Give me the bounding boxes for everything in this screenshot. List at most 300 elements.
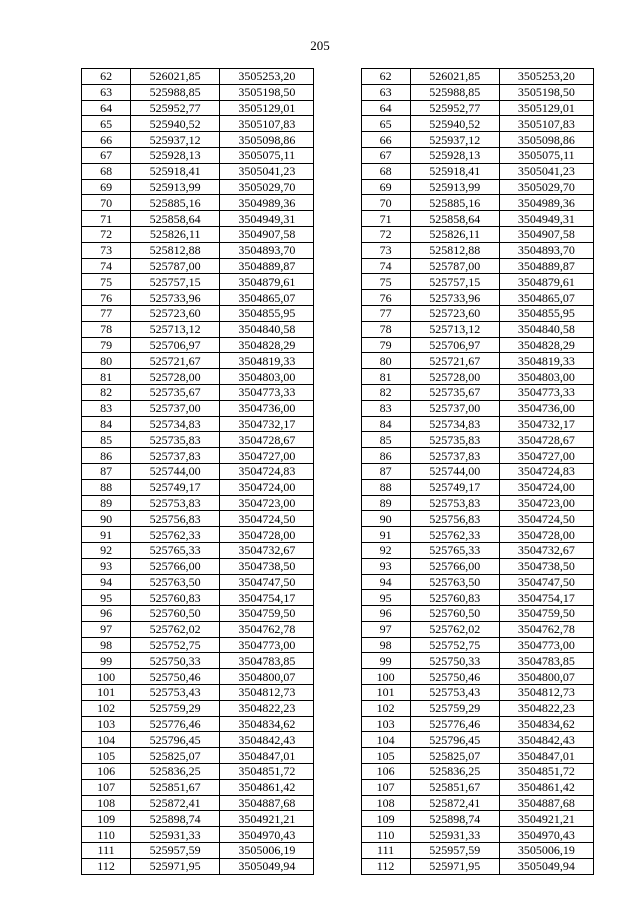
left-point-number-cell: 107 xyxy=(82,779,131,795)
left-x-coordinate-cell: 525952,77 xyxy=(131,100,220,116)
left-x-coordinate-cell: 526021,85 xyxy=(131,69,220,85)
right-point-number-cell: 105 xyxy=(361,748,410,764)
table-row xyxy=(82,321,594,337)
right-x-coordinate-cell: 525952,77 xyxy=(410,100,499,116)
right-y-coordinate-cell: 3505129,01 xyxy=(499,100,593,116)
right-x-coordinate-cell: 525913,99 xyxy=(410,179,499,195)
table-row xyxy=(82,258,594,274)
table-row xyxy=(82,463,594,479)
left-point-number-cell: 102 xyxy=(82,700,131,716)
column-separator xyxy=(314,574,361,590)
right-point-number-cell: 106 xyxy=(361,764,410,780)
page-number: 205 xyxy=(310,38,330,53)
right-x-coordinate-cell: 525744,00 xyxy=(410,463,499,479)
table-row xyxy=(82,242,594,258)
left-x-coordinate-cell: 525787,00 xyxy=(131,258,220,274)
table-row xyxy=(82,795,594,811)
left-point-number-cell: 73 xyxy=(82,242,131,258)
right-point-number-cell: 108 xyxy=(361,795,410,811)
right-point-number-cell: 103 xyxy=(361,716,410,732)
right-point-number-cell: 66 xyxy=(361,132,410,148)
right-y-coordinate-cell: 3504747,50 xyxy=(499,574,593,590)
left-y-coordinate-cell: 3504759,50 xyxy=(220,606,314,622)
right-y-coordinate-cell: 3504759,50 xyxy=(499,606,593,622)
right-y-coordinate-cell: 3504773,00 xyxy=(499,637,593,653)
right-y-coordinate-cell: 3504732,67 xyxy=(499,542,593,558)
right-x-coordinate-cell: 525928,13 xyxy=(410,147,499,163)
right-y-coordinate-cell: 3505041,23 xyxy=(499,163,593,179)
table-row xyxy=(82,511,594,527)
right-point-number-cell: 91 xyxy=(361,527,410,543)
left-point-number-cell: 72 xyxy=(82,226,131,242)
right-point-number-cell: 72 xyxy=(361,226,410,242)
table-row xyxy=(82,574,594,590)
right-x-coordinate-cell: 525885,16 xyxy=(410,195,499,211)
column-separator xyxy=(314,811,361,827)
right-y-coordinate-cell: 3504724,83 xyxy=(499,463,593,479)
left-y-coordinate-cell: 3504861,42 xyxy=(220,779,314,795)
left-x-coordinate-cell: 525931,33 xyxy=(131,827,220,843)
table-row xyxy=(82,416,594,432)
table-row xyxy=(82,858,594,874)
left-x-coordinate-cell: 525918,41 xyxy=(131,163,220,179)
right-x-coordinate-cell: 525940,52 xyxy=(410,116,499,132)
column-separator xyxy=(314,369,361,385)
right-y-coordinate-cell: 3504989,36 xyxy=(499,195,593,211)
left-x-coordinate-cell: 525759,29 xyxy=(131,700,220,716)
column-separator xyxy=(314,195,361,211)
column-separator xyxy=(314,795,361,811)
column-separator xyxy=(314,685,361,701)
column-separator xyxy=(314,606,361,622)
left-x-coordinate-cell: 525765,33 xyxy=(131,542,220,558)
left-y-coordinate-cell: 3504773,00 xyxy=(220,637,314,653)
table-row xyxy=(82,305,594,321)
left-point-number-cell: 108 xyxy=(82,795,131,811)
left-point-number-cell: 105 xyxy=(82,748,131,764)
column-separator xyxy=(314,69,361,85)
right-y-coordinate-cell: 3505006,19 xyxy=(499,843,593,859)
right-y-coordinate-cell: 3504732,17 xyxy=(499,416,593,432)
column-separator xyxy=(314,764,361,780)
right-x-coordinate-cell: 526021,85 xyxy=(410,69,499,85)
left-x-coordinate-cell: 525750,33 xyxy=(131,653,220,669)
left-y-coordinate-cell: 3504847,01 xyxy=(220,748,314,764)
table-row xyxy=(82,637,594,653)
table-row xyxy=(82,669,594,685)
left-point-number-cell: 67 xyxy=(82,147,131,163)
right-y-coordinate-cell: 3504842,43 xyxy=(499,732,593,748)
left-y-coordinate-cell: 3504893,70 xyxy=(220,242,314,258)
table-row xyxy=(82,527,594,543)
right-y-coordinate-cell: 3504834,62 xyxy=(499,716,593,732)
left-x-coordinate-cell: 525826,11 xyxy=(131,226,220,242)
right-x-coordinate-cell: 525760,50 xyxy=(410,606,499,622)
column-separator xyxy=(314,495,361,511)
left-y-coordinate-cell: 3504773,33 xyxy=(220,384,314,400)
left-y-coordinate-cell: 3505198,50 xyxy=(220,84,314,100)
right-x-coordinate-cell: 525749,17 xyxy=(410,479,499,495)
right-x-coordinate-cell: 525728,00 xyxy=(410,369,499,385)
table-row xyxy=(82,369,594,385)
column-separator xyxy=(314,242,361,258)
right-x-coordinate-cell: 525760,83 xyxy=(410,590,499,606)
right-x-coordinate-cell: 525765,33 xyxy=(410,542,499,558)
left-point-number-cell: 84 xyxy=(82,416,131,432)
left-point-number-cell: 96 xyxy=(82,606,131,622)
right-point-number-cell: 65 xyxy=(361,116,410,132)
left-point-number-cell: 63 xyxy=(82,84,131,100)
table-row xyxy=(82,479,594,495)
right-point-number-cell: 88 xyxy=(361,479,410,495)
right-x-coordinate-cell: 525762,02 xyxy=(410,621,499,637)
table-row xyxy=(82,495,594,511)
left-point-number-cell: 90 xyxy=(82,511,131,527)
coordinate-table xyxy=(81,68,594,875)
right-x-coordinate-cell: 525763,50 xyxy=(410,574,499,590)
right-x-coordinate-cell: 525753,43 xyxy=(410,685,499,701)
left-y-coordinate-cell: 3504834,62 xyxy=(220,716,314,732)
left-point-number-cell: 71 xyxy=(82,211,131,227)
table-row xyxy=(82,606,594,622)
right-y-coordinate-cell: 3504800,07 xyxy=(499,669,593,685)
left-point-number-cell: 74 xyxy=(82,258,131,274)
right-y-coordinate-cell: 3505049,94 xyxy=(499,858,593,874)
right-x-coordinate-cell: 525872,41 xyxy=(410,795,499,811)
left-y-coordinate-cell: 3504887,68 xyxy=(220,795,314,811)
right-x-coordinate-cell: 525898,74 xyxy=(410,811,499,827)
table-row xyxy=(82,716,594,732)
right-x-coordinate-cell: 525858,64 xyxy=(410,211,499,227)
left-y-coordinate-cell: 3504819,33 xyxy=(220,353,314,369)
left-x-coordinate-cell: 525872,41 xyxy=(131,795,220,811)
left-y-coordinate-cell: 3504732,67 xyxy=(220,542,314,558)
right-y-coordinate-cell: 3504724,00 xyxy=(499,479,593,495)
left-y-coordinate-cell: 3504728,00 xyxy=(220,527,314,543)
table-row xyxy=(82,337,594,353)
column-separator xyxy=(314,258,361,274)
left-point-number-cell: 95 xyxy=(82,590,131,606)
right-y-coordinate-cell: 3504865,07 xyxy=(499,290,593,306)
left-point-number-cell: 94 xyxy=(82,574,131,590)
column-separator xyxy=(314,100,361,116)
right-point-number-cell: 78 xyxy=(361,321,410,337)
column-separator xyxy=(314,179,361,195)
column-separator xyxy=(314,653,361,669)
right-x-coordinate-cell: 525753,83 xyxy=(410,495,499,511)
column-separator xyxy=(314,448,361,464)
right-y-coordinate-cell: 3504949,31 xyxy=(499,211,593,227)
right-y-coordinate-cell: 3504773,33 xyxy=(499,384,593,400)
left-x-coordinate-cell: 525796,45 xyxy=(131,732,220,748)
right-point-number-cell: 98 xyxy=(361,637,410,653)
table-row xyxy=(82,147,594,163)
left-y-coordinate-cell: 3504728,67 xyxy=(220,432,314,448)
column-separator xyxy=(314,116,361,132)
column-separator xyxy=(314,669,361,685)
right-x-coordinate-cell: 525826,11 xyxy=(410,226,499,242)
right-y-coordinate-cell: 3504851,72 xyxy=(499,764,593,780)
left-x-coordinate-cell: 525762,02 xyxy=(131,621,220,637)
left-y-coordinate-cell: 3505029,70 xyxy=(220,179,314,195)
right-y-coordinate-cell: 3504736,00 xyxy=(499,400,593,416)
left-y-coordinate-cell: 3504723,00 xyxy=(220,495,314,511)
right-y-coordinate-cell: 3504819,33 xyxy=(499,353,593,369)
right-x-coordinate-cell: 525734,83 xyxy=(410,416,499,432)
right-y-coordinate-cell: 3504754,17 xyxy=(499,590,593,606)
right-x-coordinate-cell: 525787,00 xyxy=(410,258,499,274)
right-x-coordinate-cell: 525750,33 xyxy=(410,653,499,669)
right-point-number-cell: 111 xyxy=(361,843,410,859)
left-point-number-cell: 93 xyxy=(82,558,131,574)
right-y-coordinate-cell: 3504861,42 xyxy=(499,779,593,795)
left-y-coordinate-cell: 3504921,21 xyxy=(220,811,314,827)
left-x-coordinate-cell: 525744,00 xyxy=(131,463,220,479)
column-separator xyxy=(314,732,361,748)
left-y-coordinate-cell: 3504865,07 xyxy=(220,290,314,306)
left-y-coordinate-cell: 3504812,73 xyxy=(220,685,314,701)
column-separator xyxy=(314,637,361,653)
column-separator xyxy=(314,621,361,637)
column-separator xyxy=(314,827,361,843)
right-x-coordinate-cell: 525706,97 xyxy=(410,337,499,353)
table-row xyxy=(82,542,594,558)
left-x-coordinate-cell: 525723,60 xyxy=(131,305,220,321)
left-y-coordinate-cell: 3505041,23 xyxy=(220,163,314,179)
left-y-coordinate-cell: 3504842,43 xyxy=(220,732,314,748)
left-y-coordinate-cell: 3505129,01 xyxy=(220,100,314,116)
column-separator xyxy=(314,84,361,100)
right-y-coordinate-cell: 3504762,78 xyxy=(499,621,593,637)
left-point-number-cell: 79 xyxy=(82,337,131,353)
left-y-coordinate-cell: 3504724,50 xyxy=(220,511,314,527)
table-row xyxy=(82,116,594,132)
table-row xyxy=(82,700,594,716)
table-row xyxy=(82,621,594,637)
right-point-number-cell: 87 xyxy=(361,463,410,479)
left-x-coordinate-cell: 525733,96 xyxy=(131,290,220,306)
left-point-number-cell: 104 xyxy=(82,732,131,748)
right-point-number-cell: 77 xyxy=(361,305,410,321)
table-row xyxy=(82,226,594,242)
right-x-coordinate-cell: 525733,96 xyxy=(410,290,499,306)
column-separator xyxy=(314,274,361,290)
right-x-coordinate-cell: 525735,67 xyxy=(410,384,499,400)
left-x-coordinate-cell: 525734,83 xyxy=(131,416,220,432)
right-x-coordinate-cell: 525937,12 xyxy=(410,132,499,148)
left-point-number-cell: 82 xyxy=(82,384,131,400)
left-x-coordinate-cell: 525749,17 xyxy=(131,479,220,495)
table-row xyxy=(82,100,594,116)
left-x-coordinate-cell: 525913,99 xyxy=(131,179,220,195)
right-x-coordinate-cell: 525988,85 xyxy=(410,84,499,100)
left-x-coordinate-cell: 525940,52 xyxy=(131,116,220,132)
left-x-coordinate-cell: 525851,67 xyxy=(131,779,220,795)
right-point-number-cell: 85 xyxy=(361,432,410,448)
right-x-coordinate-cell: 525812,88 xyxy=(410,242,499,258)
right-point-number-cell: 97 xyxy=(361,621,410,637)
right-point-number-cell: 93 xyxy=(361,558,410,574)
left-x-coordinate-cell: 525753,43 xyxy=(131,685,220,701)
right-y-coordinate-cell: 3504847,01 xyxy=(499,748,593,764)
left-x-coordinate-cell: 525735,67 xyxy=(131,384,220,400)
table-row xyxy=(82,179,594,195)
table-row xyxy=(82,843,594,859)
column-separator xyxy=(314,337,361,353)
right-point-number-cell: 63 xyxy=(361,84,410,100)
left-y-coordinate-cell: 3504736,00 xyxy=(220,400,314,416)
right-point-number-cell: 94 xyxy=(361,574,410,590)
coordinate-table-body xyxy=(82,69,594,875)
left-x-coordinate-cell: 525763,50 xyxy=(131,574,220,590)
right-y-coordinate-cell: 3504727,00 xyxy=(499,448,593,464)
table-row xyxy=(82,290,594,306)
right-point-number-cell: 101 xyxy=(361,685,410,701)
left-point-number-cell: 89 xyxy=(82,495,131,511)
right-x-coordinate-cell: 525713,12 xyxy=(410,321,499,337)
left-point-number-cell: 106 xyxy=(82,764,131,780)
right-y-coordinate-cell: 3505107,83 xyxy=(499,116,593,132)
right-x-coordinate-cell: 525723,60 xyxy=(410,305,499,321)
right-y-coordinate-cell: 3504893,70 xyxy=(499,242,593,258)
right-point-number-cell: 69 xyxy=(361,179,410,195)
left-point-number-cell: 75 xyxy=(82,274,131,290)
left-y-coordinate-cell: 3505006,19 xyxy=(220,843,314,859)
right-x-coordinate-cell: 525757,15 xyxy=(410,274,499,290)
table-row xyxy=(82,764,594,780)
column-separator xyxy=(314,384,361,400)
right-x-coordinate-cell: 525851,67 xyxy=(410,779,499,795)
left-x-coordinate-cell: 525971,95 xyxy=(131,858,220,874)
right-point-number-cell: 67 xyxy=(361,147,410,163)
right-y-coordinate-cell: 3504783,85 xyxy=(499,653,593,669)
left-x-coordinate-cell: 525760,83 xyxy=(131,590,220,606)
left-y-coordinate-cell: 3504879,61 xyxy=(220,274,314,290)
right-point-number-cell: 110 xyxy=(361,827,410,843)
table-row xyxy=(82,732,594,748)
table-row xyxy=(82,384,594,400)
right-y-coordinate-cell: 3504889,87 xyxy=(499,258,593,274)
left-y-coordinate-cell: 3504851,72 xyxy=(220,764,314,780)
right-x-coordinate-cell: 525931,33 xyxy=(410,827,499,843)
left-x-coordinate-cell: 525752,75 xyxy=(131,637,220,653)
column-separator xyxy=(314,147,361,163)
left-point-number-cell: 100 xyxy=(82,669,131,685)
left-x-coordinate-cell: 525898,74 xyxy=(131,811,220,827)
left-point-number-cell: 81 xyxy=(82,369,131,385)
right-point-number-cell: 76 xyxy=(361,290,410,306)
left-x-coordinate-cell: 525756,83 xyxy=(131,511,220,527)
right-x-coordinate-cell: 525737,83 xyxy=(410,448,499,464)
left-x-coordinate-cell: 525757,15 xyxy=(131,274,220,290)
right-y-coordinate-cell: 3504723,00 xyxy=(499,495,593,511)
right-y-coordinate-cell: 3504738,50 xyxy=(499,558,593,574)
right-point-number-cell: 107 xyxy=(361,779,410,795)
left-point-number-cell: 88 xyxy=(82,479,131,495)
table-row xyxy=(82,195,594,211)
left-x-coordinate-cell: 525825,07 xyxy=(131,748,220,764)
right-y-coordinate-cell: 3505098,86 xyxy=(499,132,593,148)
right-x-coordinate-cell: 525735,83 xyxy=(410,432,499,448)
left-x-coordinate-cell: 525957,59 xyxy=(131,843,220,859)
left-point-number-cell: 69 xyxy=(82,179,131,195)
left-y-coordinate-cell: 3504889,87 xyxy=(220,258,314,274)
left-point-number-cell: 109 xyxy=(82,811,131,827)
left-y-coordinate-cell: 3505253,20 xyxy=(220,69,314,85)
left-point-number-cell: 76 xyxy=(82,290,131,306)
column-separator xyxy=(314,132,361,148)
right-x-coordinate-cell: 525971,95 xyxy=(410,858,499,874)
right-point-number-cell: 96 xyxy=(361,606,410,622)
right-x-coordinate-cell: 525957,59 xyxy=(410,843,499,859)
right-x-coordinate-cell: 525752,75 xyxy=(410,637,499,653)
right-point-number-cell: 75 xyxy=(361,274,410,290)
right-x-coordinate-cell: 525721,67 xyxy=(410,353,499,369)
left-point-number-cell: 62 xyxy=(82,69,131,85)
table-row xyxy=(82,274,594,290)
left-point-number-cell: 110 xyxy=(82,827,131,843)
left-y-coordinate-cell: 3504724,83 xyxy=(220,463,314,479)
right-y-coordinate-cell: 3504840,58 xyxy=(499,321,593,337)
left-y-coordinate-cell: 3504754,17 xyxy=(220,590,314,606)
right-point-number-cell: 71 xyxy=(361,211,410,227)
right-point-number-cell: 74 xyxy=(361,258,410,274)
right-x-coordinate-cell: 525756,83 xyxy=(410,511,499,527)
left-x-coordinate-cell: 525937,12 xyxy=(131,132,220,148)
right-y-coordinate-cell: 3504970,43 xyxy=(499,827,593,843)
right-x-coordinate-cell: 525759,29 xyxy=(410,700,499,716)
column-separator xyxy=(314,542,361,558)
left-point-number-cell: 68 xyxy=(82,163,131,179)
right-x-coordinate-cell: 525825,07 xyxy=(410,748,499,764)
table-row xyxy=(82,400,594,416)
left-y-coordinate-cell: 3505107,83 xyxy=(220,116,314,132)
left-point-number-cell: 77 xyxy=(82,305,131,321)
left-y-coordinate-cell: 3505098,86 xyxy=(220,132,314,148)
right-point-number-cell: 64 xyxy=(361,100,410,116)
right-x-coordinate-cell: 525750,46 xyxy=(410,669,499,685)
table-row xyxy=(82,448,594,464)
right-point-number-cell: 109 xyxy=(361,811,410,827)
right-point-number-cell: 70 xyxy=(361,195,410,211)
left-point-number-cell: 83 xyxy=(82,400,131,416)
column-separator xyxy=(314,416,361,432)
right-point-number-cell: 68 xyxy=(361,163,410,179)
column-separator xyxy=(314,432,361,448)
column-separator xyxy=(314,290,361,306)
column-separator xyxy=(314,463,361,479)
left-x-coordinate-cell: 525762,33 xyxy=(131,527,220,543)
right-point-number-cell: 89 xyxy=(361,495,410,511)
right-point-number-cell: 84 xyxy=(361,416,410,432)
column-separator xyxy=(314,700,361,716)
left-x-coordinate-cell: 525858,64 xyxy=(131,211,220,227)
left-y-coordinate-cell: 3504747,50 xyxy=(220,574,314,590)
right-y-coordinate-cell: 3504812,73 xyxy=(499,685,593,701)
left-y-coordinate-cell: 3505049,94 xyxy=(220,858,314,874)
table-row xyxy=(82,653,594,669)
column-separator xyxy=(314,527,361,543)
column-separator xyxy=(314,479,361,495)
right-y-coordinate-cell: 3504907,58 xyxy=(499,226,593,242)
right-point-number-cell: 86 xyxy=(361,448,410,464)
left-point-number-cell: 64 xyxy=(82,100,131,116)
left-point-number-cell: 70 xyxy=(82,195,131,211)
right-y-coordinate-cell: 3504728,67 xyxy=(499,432,593,448)
right-y-coordinate-cell: 3504887,68 xyxy=(499,795,593,811)
right-point-number-cell: 112 xyxy=(361,858,410,874)
left-y-coordinate-cell: 3504840,58 xyxy=(220,321,314,337)
